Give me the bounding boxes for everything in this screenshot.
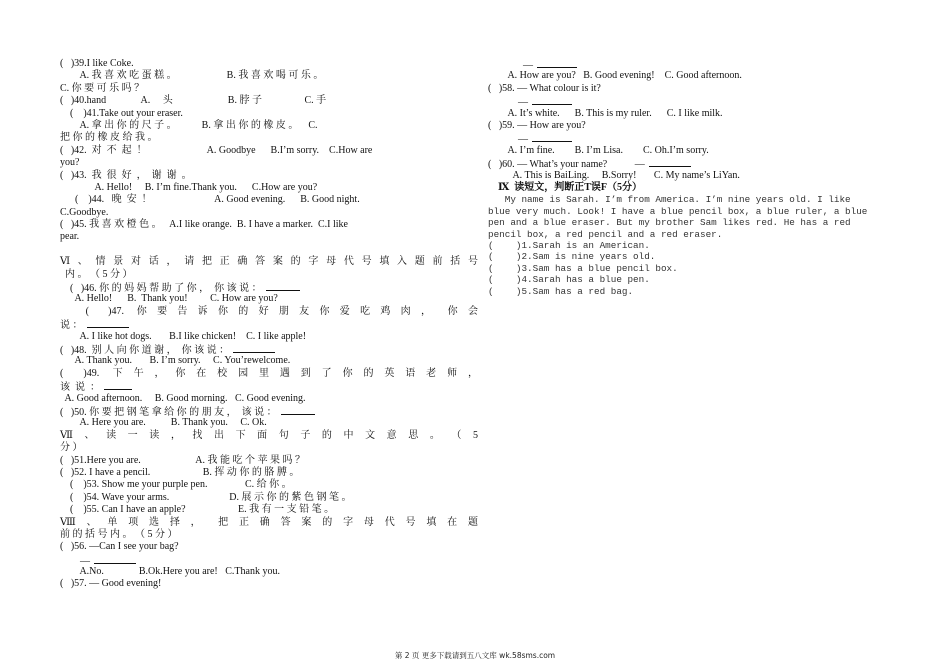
answer-blank[interactable]	[87, 318, 129, 328]
passage-line: My name is Sarah. I’m from America. I’m nine years old. I like	[488, 194, 851, 206]
left-line: ( )52. I have a pencil. B. 挥 动 你 的 胳 膊 。	[60, 466, 300, 478]
left-line: ( )56. —Can I see your bag?	[60, 541, 179, 553]
answer-blank[interactable]	[104, 380, 132, 390]
left-line: A. Hello! B. I’m fine.Thank you. C.How are you?	[60, 181, 318, 193]
left-line: ( )49. 下 午 ， 你 在 校 园 里 遇 到 了 你 的 英 语 老 师 ，	[60, 367, 478, 379]
left-line: A. 拿 出 你 的 尺 子 。 B. 拿 出 你 的 橡 皮 。 C.	[60, 119, 318, 131]
left-line: ( )47. 你 要 告 诉 你 的 好 朋 友 你 爱 吃 鸡 肉 ， 你 会	[60, 305, 478, 317]
left-line: A.No. B.Ok.Here you are! C.Thank you.	[60, 566, 280, 578]
tf-item: ( )2.Sam is nine years old.	[488, 251, 656, 263]
answer-blank[interactable]	[537, 58, 577, 68]
left-line: —	[60, 554, 478, 566]
right-line: ( )58. — What colour is it?	[488, 82, 601, 94]
answer-blank[interactable]	[233, 343, 275, 353]
right-line: A. How are you? B. Good evening! C. Good afternoon.	[488, 70, 742, 82]
left-line: ( )44. 晚 安 ！ A. Good evening. B. Good night.	[60, 194, 360, 206]
left-line: you?	[60, 157, 80, 169]
right-column	[488, 58, 888, 297]
right-line: A. I’m fine. B. I’m Lisa. C. Oh.I’m sorry.	[488, 144, 709, 156]
true-false-list	[488, 240, 888, 297]
right-line: ( )59. — How are you?	[488, 119, 586, 131]
answer-blank[interactable]	[94, 554, 136, 564]
left-line: Ⅷ 、 单 项 选 择 ， 把 正 确 答 案 的 字 母 代 号 填 在 题	[60, 516, 478, 528]
left-line: ( )39.I like Coke.	[60, 58, 134, 69]
left-column	[60, 58, 478, 591]
tf-item: ( )4.Sarah has a blue pen.	[488, 274, 650, 286]
left-line: A. I like hot dogs. B.I like chicken! C. I like apple!	[60, 330, 307, 342]
answer-blank[interactable]	[532, 132, 572, 142]
left-line: Ⅵ 、 情 景 对 话 ， 请 把 正 确 答 案 的 字 母 代 号 填 入 题 前 括 号	[60, 256, 478, 268]
left-line: ( )41.Take out your eraser.	[60, 107, 183, 119]
left-line: C.Goodbye.	[60, 206, 109, 218]
left-line: Ⅶ 、 读 一 读 ， 找 出 下 面 句 子 的 中 文 意 思 。 （ 5	[60, 429, 478, 441]
left-line: ( )43. 我 很 好 ， 谢 谢 。	[60, 169, 192, 181]
page-footer: 第 2 页 更多下载请到五八文库 wk.58sms.com	[394, 651, 556, 660]
left-line: 该 说 ：	[60, 380, 478, 392]
left-line: ( )46. 你 的 妈 妈 帮 助 了 你 ， 你 该 说 ：	[60, 281, 478, 293]
left-line: ( )57. — Good evening!	[60, 578, 162, 590]
passage-line: pen and a blue eraser. But my brother Sam likes red. He has a red	[488, 217, 851, 229]
left-line: ( )54. Wave your arms. D. 展 示 你 的 紫 色 钢 笔 。	[60, 491, 352, 503]
answer-blank[interactable]	[266, 281, 300, 291]
passage-line: blue very much. Look! I have a blue pencil box, a blue ruler, a blue	[488, 205, 868, 217]
left-line: C. 你 要 可 乐 吗 ？	[60, 82, 145, 94]
left-line: ( )45. 我 喜 欢 橙 色 。 A.I like orange. B. I have a marker. C.I like	[60, 219, 348, 231]
left-line: 分 ）	[60, 442, 83, 454]
right-line: A. It’s white. B. This is my ruler. C. I like milk.	[488, 107, 723, 119]
left-line: A. Thank you. B. I’m sorry. C. You’rewelcome.	[60, 355, 291, 367]
left-line: 说 ：	[60, 318, 478, 330]
left-line	[60, 244, 478, 256]
reading-passage	[488, 194, 868, 240]
right-line: —	[488, 132, 888, 144]
left-line: 内 。 （ 5 分 ）	[60, 268, 133, 280]
left-line: ( )53. Show me your purple pen. C. 给 你 。	[60, 479, 292, 491]
left-line: A. Here you are. B. Thank you. C. Ok.	[60, 417, 267, 429]
left-line: 前 的 括 号 内 。 （ 5 分 ）	[60, 528, 178, 540]
left-line: ( )51.Here you are. A. 我 能 吃 个 苹 果 吗 ？	[60, 454, 305, 466]
left-line: ( )50. 你 要 把 钢 笔 拿 给 你 的 朋 友 ， 该 说 ：	[60, 405, 478, 417]
answer-blank[interactable]	[649, 157, 691, 167]
tf-item: ( )1.Sarah is an American.	[488, 239, 650, 251]
left-line: A. 我 喜 欢 吃 蛋 糕 。 B. 我 喜 欢 喝 可 乐 。	[60, 70, 324, 82]
answer-blank[interactable]	[532, 95, 572, 105]
left-line: pear.	[60, 231, 80, 243]
left-line: ( )55. Can I have an apple? E. 我 有 一 支 铅 笔 。	[60, 504, 335, 516]
right-question-lines	[488, 58, 888, 194]
right-line: Ⅸ 读短文，判断正T误F（5分）	[488, 181, 643, 193]
left-line: ( )40.hand A. 头 B. 脖 子 C. 手	[60, 95, 327, 107]
left-line: A. Good afternoon. B. Good morning. C. Good evening.	[60, 392, 306, 404]
left-line: A. Hello! B. Thank you! C. How are you?	[60, 293, 278, 305]
right-line: —	[488, 95, 888, 107]
passage-line: pencil box, a red pencil and a red eraser.	[488, 228, 723, 240]
tf-item: ( )5.Sam has a red bag.	[488, 285, 634, 297]
tf-item: ( )3.Sam has a blue pencil box.	[488, 262, 678, 274]
right-line: ( )60. — What’s your name? —	[488, 157, 888, 169]
left-line: 把 你 的 橡 皮 给 我 。	[60, 132, 158, 144]
left-line: ( )48. 别 人 向 你 道 谢 ， 你 该 说 ：	[60, 343, 478, 355]
answer-blank[interactable]	[281, 405, 315, 415]
right-line: A. This is BaiLing. B.Sorry! C. My name’s LiYan.	[488, 169, 740, 181]
right-line: —	[488, 58, 888, 70]
left-line: ( )42. 对 不 起 ！ A. Goodbye B.I’m sorry. C.How are	[60, 144, 373, 156]
